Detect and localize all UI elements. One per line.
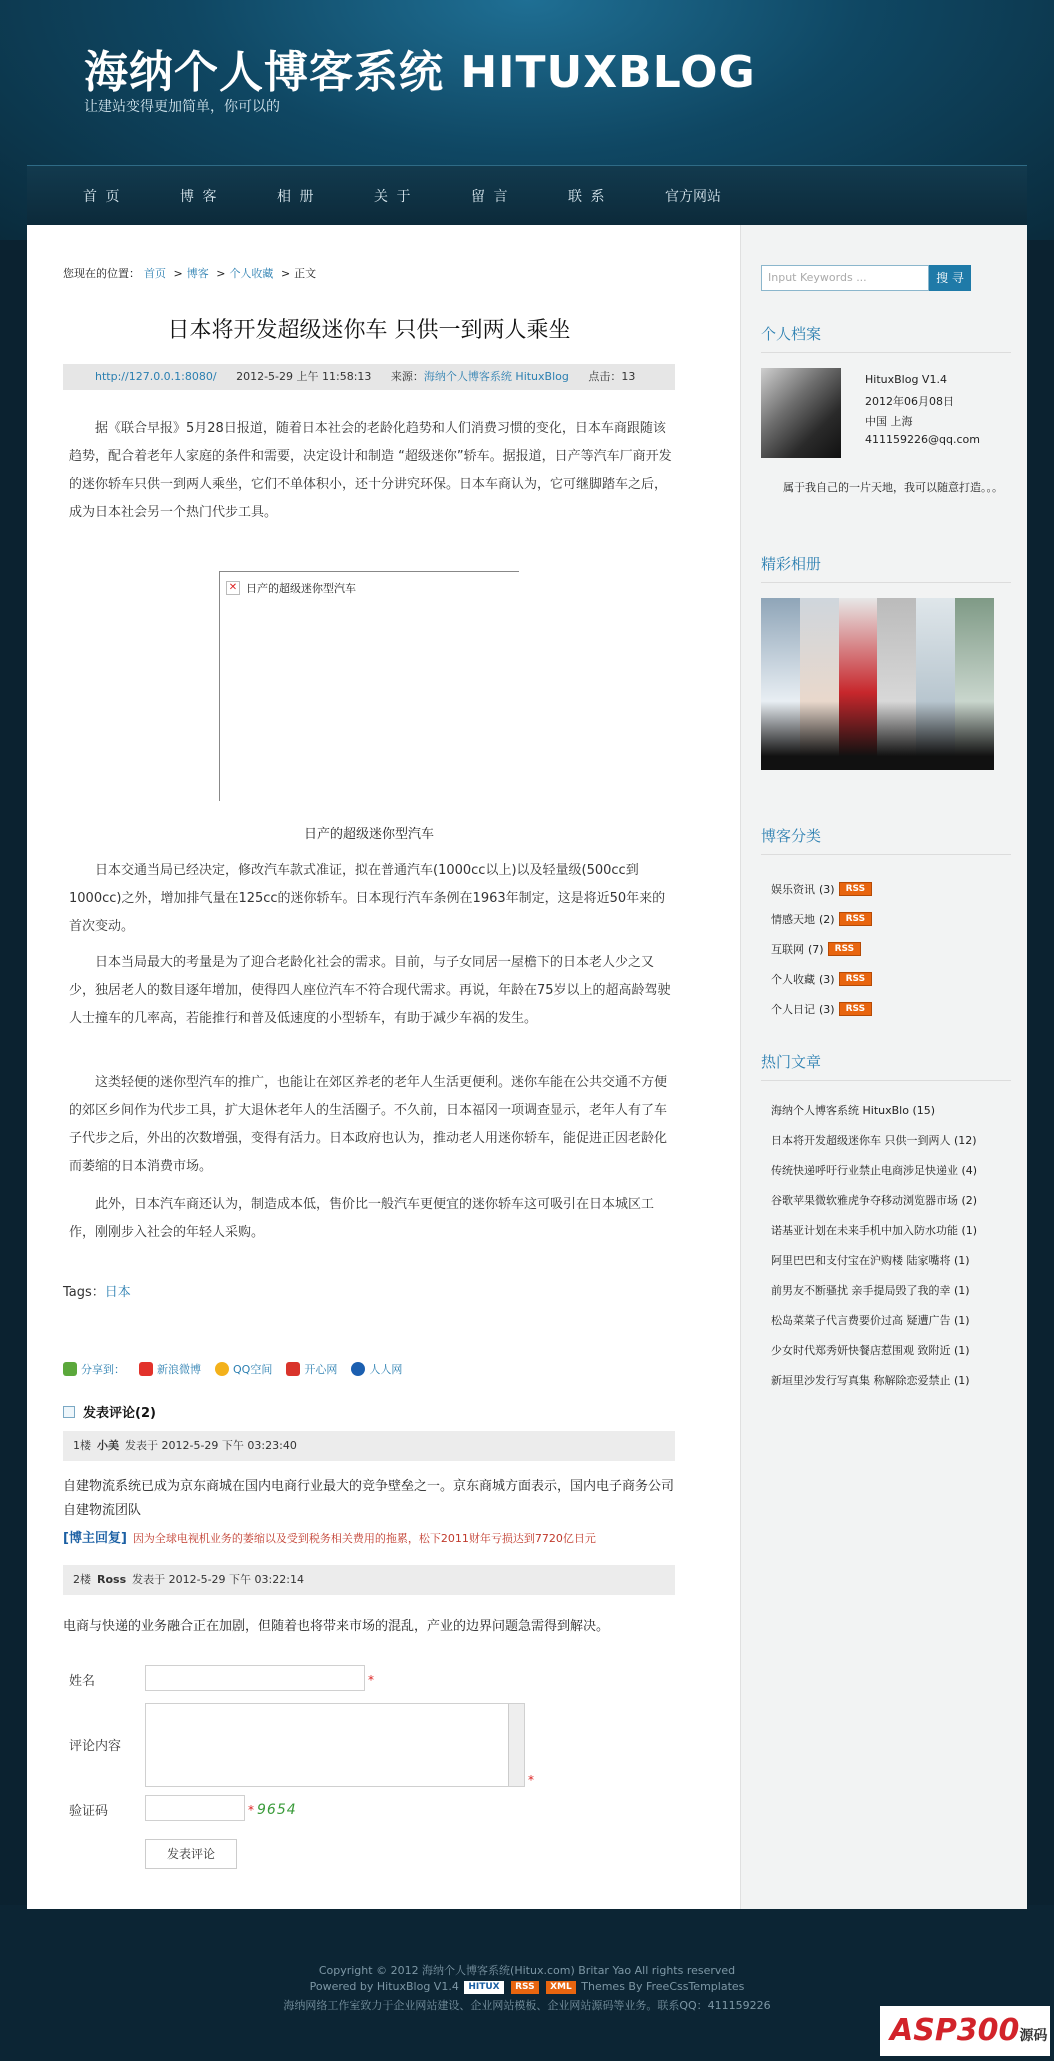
reply-label: [博主回复] — [63, 1531, 127, 1546]
breadcrumb-favorites[interactable]: 个人收藏 — [229, 267, 274, 280]
gallery-photo[interactable] — [955, 598, 994, 770]
category-name: 娱乐资讯 — [771, 883, 815, 896]
name-label: 姓名 — [69, 1674, 96, 1689]
hot-article-item[interactable]: 少女时代郑秀妍快餐店惹围观 致附近 (1) — [771, 1344, 970, 1357]
comment-floor: 2楼 — [73, 1573, 91, 1586]
hot-article-item[interactable]: 谷歌苹果微软雅虎争夺移动浏览器市场 (2) — [771, 1194, 978, 1207]
profile-line: HituxBlog V1.4 — [865, 373, 947, 386]
image-alt-text: 日产的超级迷你型汽车 — [246, 582, 356, 595]
breadcrumb-home[interactable]: 首页 — [144, 267, 166, 280]
album-title: 精彩相册 — [761, 553, 1011, 583]
category-count: (3) — [819, 972, 835, 986]
watermark-logo — [880, 2006, 1050, 2056]
gallery-photo[interactable] — [839, 598, 878, 770]
comment-author: Ross — [97, 1573, 127, 1586]
share-weibo-label: 新浪微博 — [157, 1363, 201, 1376]
category-name: 个人日记 — [771, 1003, 815, 1016]
gallery-photo[interactable] — [916, 598, 955, 770]
article-image — [219, 571, 519, 801]
search-input[interactable]: Input Keywords ... — [761, 265, 929, 291]
nav-about[interactable]: 关 于 — [374, 189, 413, 205]
category-name: 互联网 — [771, 943, 804, 956]
profile-description: 属于我自己的一片天地，我可以随意打造。。。 — [783, 481, 1003, 494]
meta-source[interactable]: 海纳个人博客系统 HituxBlog — [423, 370, 569, 383]
captcha-required: * — [248, 1803, 254, 1817]
share-bar — [63, 1361, 402, 1377]
nav-official-site[interactable]: 官方网站 — [665, 189, 721, 205]
profile-line: 411159226@qq.com — [865, 433, 980, 446]
profile-line: 2012年06月08日 — [865, 395, 954, 408]
meta-date: 2012-5-29 上午 11:58:13 — [236, 370, 372, 383]
comment-header — [63, 1565, 675, 1595]
nav-guestbook[interactable]: 留 言 — [471, 189, 510, 205]
category-count: (2) — [819, 912, 835, 926]
breadcrumb-sep: > — [216, 267, 226, 280]
nav-album[interactable]: 相 册 — [277, 189, 316, 205]
watermark-sub: 源码 — [1019, 2028, 1048, 2044]
share-renren-label: 人人网 — [369, 1363, 403, 1376]
category-count: (3) — [819, 882, 835, 896]
rss-badge[interactable]: RSS — [839, 912, 873, 926]
hot-article-item[interactable]: 日本将开发超级迷你车 只供一到两人 (12) — [771, 1134, 977, 1147]
comment-posted-label: 发表于 — [125, 1439, 158, 1452]
tags-label: Tags： — [63, 1285, 105, 1300]
comment-body: 自建物流系统已成为京东商城在国内电商行业最大的竞争壁垒之一。京东商城方面表示，国内电子商务公司自建物流团队 — [63, 1479, 675, 1518]
qzone-icon — [215, 1362, 229, 1376]
reply-text: 因为全球电视机业务的萎缩以及受到税务相关费用的拖累，松下2011财年亏损达到7720亿日元 — [132, 1532, 596, 1545]
avatar — [761, 368, 841, 458]
article-paragraph: 据《联合早报》5月28日报道，随着日本社会的老龄化趋势和人们消费习惯的变化，日本车商跟随该趋势，配合着老年人家庭的条件和需要，决定设计和制造 “超级迷你”轿车。据报道，日产等汽车厂商开发的迷你轿车只供一到两人乘坐，它们不单体积小，还十分讲究环保。日本车商认为，它可继脚踏车之后，成为日本社会另一个热门代步工具。 — [69, 421, 672, 520]
image-caption: 日产的超级迷你型汽车 — [303, 827, 434, 842]
hot-article-item[interactable]: 阿里巴巴和支付宝在沪购楼 陆家嘴将 (1) — [771, 1254, 970, 1267]
comment-icon — [63, 1406, 75, 1418]
watermark-text: ASP300 — [890, 2013, 1020, 2048]
comment-time: 2012-5-29 下午 03:23:40 — [161, 1439, 297, 1452]
content-label: 评论内容 — [69, 1739, 122, 1754]
weibo-icon — [139, 1362, 153, 1376]
footer-hitux-badge[interactable]: HITUX — [464, 1981, 503, 1994]
tag-link[interactable]: 日本 — [104, 1285, 131, 1300]
footer-copyright: Copyright © 2012 海纳个人博客系统(Hitux.com) Britar Yao All rights reserved — [318, 1964, 736, 1977]
kaixin-icon — [286, 1362, 300, 1376]
textarea-scrollbar[interactable] — [508, 1704, 524, 1786]
rss-badge[interactable]: RSS — [839, 1002, 873, 1016]
profile-title: 个人档案 — [761, 323, 1011, 353]
gallery-photo[interactable] — [761, 598, 800, 770]
footer-rss-badge[interactable]: RSS — [511, 1981, 539, 1994]
nav-home[interactable]: 首 页 — [83, 189, 122, 205]
comment-header — [63, 1431, 675, 1461]
renren-icon — [351, 1362, 365, 1376]
comment-body: 电商与快递的业务融合正在加剧，但随着也将带来市场的混乱，产业的边界问题急需得到解决。 — [63, 1619, 610, 1634]
article-title: 日本将开发超级迷你车 只供一到两人乘坐 — [167, 318, 571, 343]
submit-comment-button[interactable]: 发表评论 — [145, 1839, 237, 1869]
comment-posted-label: 发表于 — [132, 1573, 166, 1586]
nav-contact[interactable]: 联 系 — [568, 189, 607, 205]
article-paragraph: 日本交通当局已经决定，修改汽车款式准证，拟在普通汽车(1000cc以上)以及轻量级(500cc到1000cc)之外，增加排气量在125cc的迷你轿车。日本现行汽车条例在1963年制定，这是将近50年来的首次变动。 — [69, 863, 666, 934]
content-container — [27, 225, 1027, 1909]
article-paragraph: 日本当局最大的考量是为了迎合老龄化社会的需求。目前，与子女同居一屋檐下的日本老人少之又少，独居老人的数目逐年增加，使得四人座位汽车不符合现代需求。再说，年龄在75岁以上的超高龄驾驶人士撞车的几率高，若能推行和普及低速度的小型轿车，有助于减少车祸的发生。 — [69, 955, 671, 1026]
main-nav — [27, 165, 1027, 225]
hot-article-item[interactable]: 新垣里沙发行写真集 称解除恋爱禁止 (1) — [771, 1374, 970, 1387]
captcha-input[interactable] — [145, 1795, 245, 1821]
meta-clicks: 点击：13 — [588, 370, 636, 383]
breadcrumb — [63, 265, 320, 281]
share-qzone[interactable] — [215, 1361, 272, 1377]
gallery-photo[interactable] — [800, 598, 839, 770]
comment-time: 2012-5-29 下午 03:22:14 — [168, 1573, 304, 1586]
content-textarea[interactable] — [145, 1703, 525, 1787]
hot-article-item[interactable]: 诺基亚计划在未来手机中加入防水功能 (1) — [771, 1224, 978, 1237]
broken-image-icon: ✕ — [226, 581, 240, 595]
footer-description: 海纳网络工作室致力于企业网站建设、企业网站模板、企业网站源码等业务。联系QQ：411159226 — [283, 1999, 771, 2012]
breadcrumb-blog[interactable]: 博客 — [186, 267, 209, 280]
share-kaixin-label: 开心网 — [304, 1363, 338, 1376]
meta-url[interactable]: http://127.0.0.1:8080/ — [95, 370, 217, 383]
share-plus-icon — [63, 1362, 77, 1376]
share-kaixin[interactable] — [286, 1361, 337, 1377]
broken-image-placeholder — [226, 580, 356, 596]
comment-author: 小美 — [97, 1439, 119, 1452]
share-label: 分享到： — [81, 1363, 125, 1376]
comment-floor: 1楼 — [73, 1439, 91, 1452]
article-tags — [63, 1281, 131, 1300]
content-required: * — [528, 1773, 534, 1787]
hot-article-item[interactable]: 海纳个人博客系统 HituxBlo (15) — [771, 1104, 936, 1117]
photo-gallery[interactable] — [761, 598, 994, 770]
gallery-photo[interactable] — [877, 598, 916, 770]
rss-badge[interactable]: RSS — [839, 972, 873, 986]
comments-title — [63, 1402, 156, 1421]
rss-badge[interactable]: RSS — [839, 882, 873, 896]
footer-themes: Themes By FreeCssTemplates — [581, 1980, 745, 1993]
hot-article-item[interactable]: 传统快递呼吁行业禁止电商涉足快递业 (4) — [771, 1164, 978, 1177]
profile-line: 中国 上海 — [865, 415, 913, 428]
hot-article-item[interactable]: 前男友不断骚扰 亲手提局毁了我的幸 (1) — [771, 1284, 970, 1297]
name-input[interactable] — [145, 1665, 365, 1691]
footer-xml-badge[interactable]: XML — [546, 1981, 576, 1994]
breadcrumb-current: 正文 — [294, 267, 317, 280]
category-item[interactable] — [771, 971, 872, 987]
rss-badge[interactable]: RSS — [828, 942, 862, 956]
hot-article-item[interactable]: 松岛菜菜子代言费要价过高 疑遭广告 (1) — [771, 1314, 970, 1327]
site-title: 海纳个人博客系统 HITUXBLOG — [84, 47, 756, 98]
captcha-label: 验证码 — [69, 1804, 109, 1819]
meta-source-label: 来源： — [390, 370, 424, 383]
footer-powered — [0, 1980, 1054, 1994]
hot-articles-title: 热门文章 — [761, 1051, 1011, 1081]
share-renren[interactable] — [351, 1361, 402, 1377]
comments-title-text: 发表评论(2) — [83, 1406, 156, 1421]
category-item[interactable] — [771, 911, 872, 927]
category-item[interactable] — [771, 1001, 872, 1017]
article-paragraph: 此外，日本汽车商还认为，制造成本低，售价比一般汽车更便宜的迷你轿车这可吸引在日本城区工作，刚刚步入社会的年轻人采购。 — [69, 1197, 655, 1240]
categories-title: 博客分类 — [761, 825, 1011, 855]
nav-blog[interactable]: 博 客 — [180, 189, 219, 205]
search-button[interactable]: 搜 寻 — [929, 265, 971, 291]
breadcrumb-sep: > — [280, 267, 291, 280]
footer-powered-text: Powered by HituxBlog V1.4 — [309, 1980, 459, 1993]
category-item[interactable] — [771, 941, 861, 957]
category-count: (3) — [819, 1002, 835, 1016]
article-paragraph: 这类轻便的迷你型汽车的推广，也能让在郊区养老的老年人生活更便利。迷你车能在公共交通不方便的郊区乡间作为代步工具，扩大退休老年人的生活圈子。不久前，日本福冈一项调查显示，老年人有了车子代步之后，外出的次数增强，变得有活力。日本政府也认为，推动老人用迷你轿车，能促进正因老龄化而萎缩的日本消费市场。 — [69, 1075, 668, 1174]
share-weibo[interactable] — [139, 1361, 201, 1377]
author-reply — [63, 1527, 596, 1546]
site-subtitle: 让建站变得更加简单，你可以的 — [84, 99, 280, 115]
captcha-image[interactable]: 9654 — [257, 1802, 297, 1818]
category-item[interactable] — [771, 881, 872, 897]
category-name: 情感天地 — [771, 913, 815, 926]
share-qzone-label: QQ空间 — [233, 1363, 273, 1376]
breadcrumb-prefix: 您现在的位置： — [63, 267, 140, 280]
category-name: 个人收藏 — [771, 973, 815, 986]
category-count: (7) — [808, 942, 824, 956]
breadcrumb-sep: > — [173, 267, 183, 280]
article-meta — [63, 364, 675, 390]
name-required: * — [368, 1673, 374, 1687]
